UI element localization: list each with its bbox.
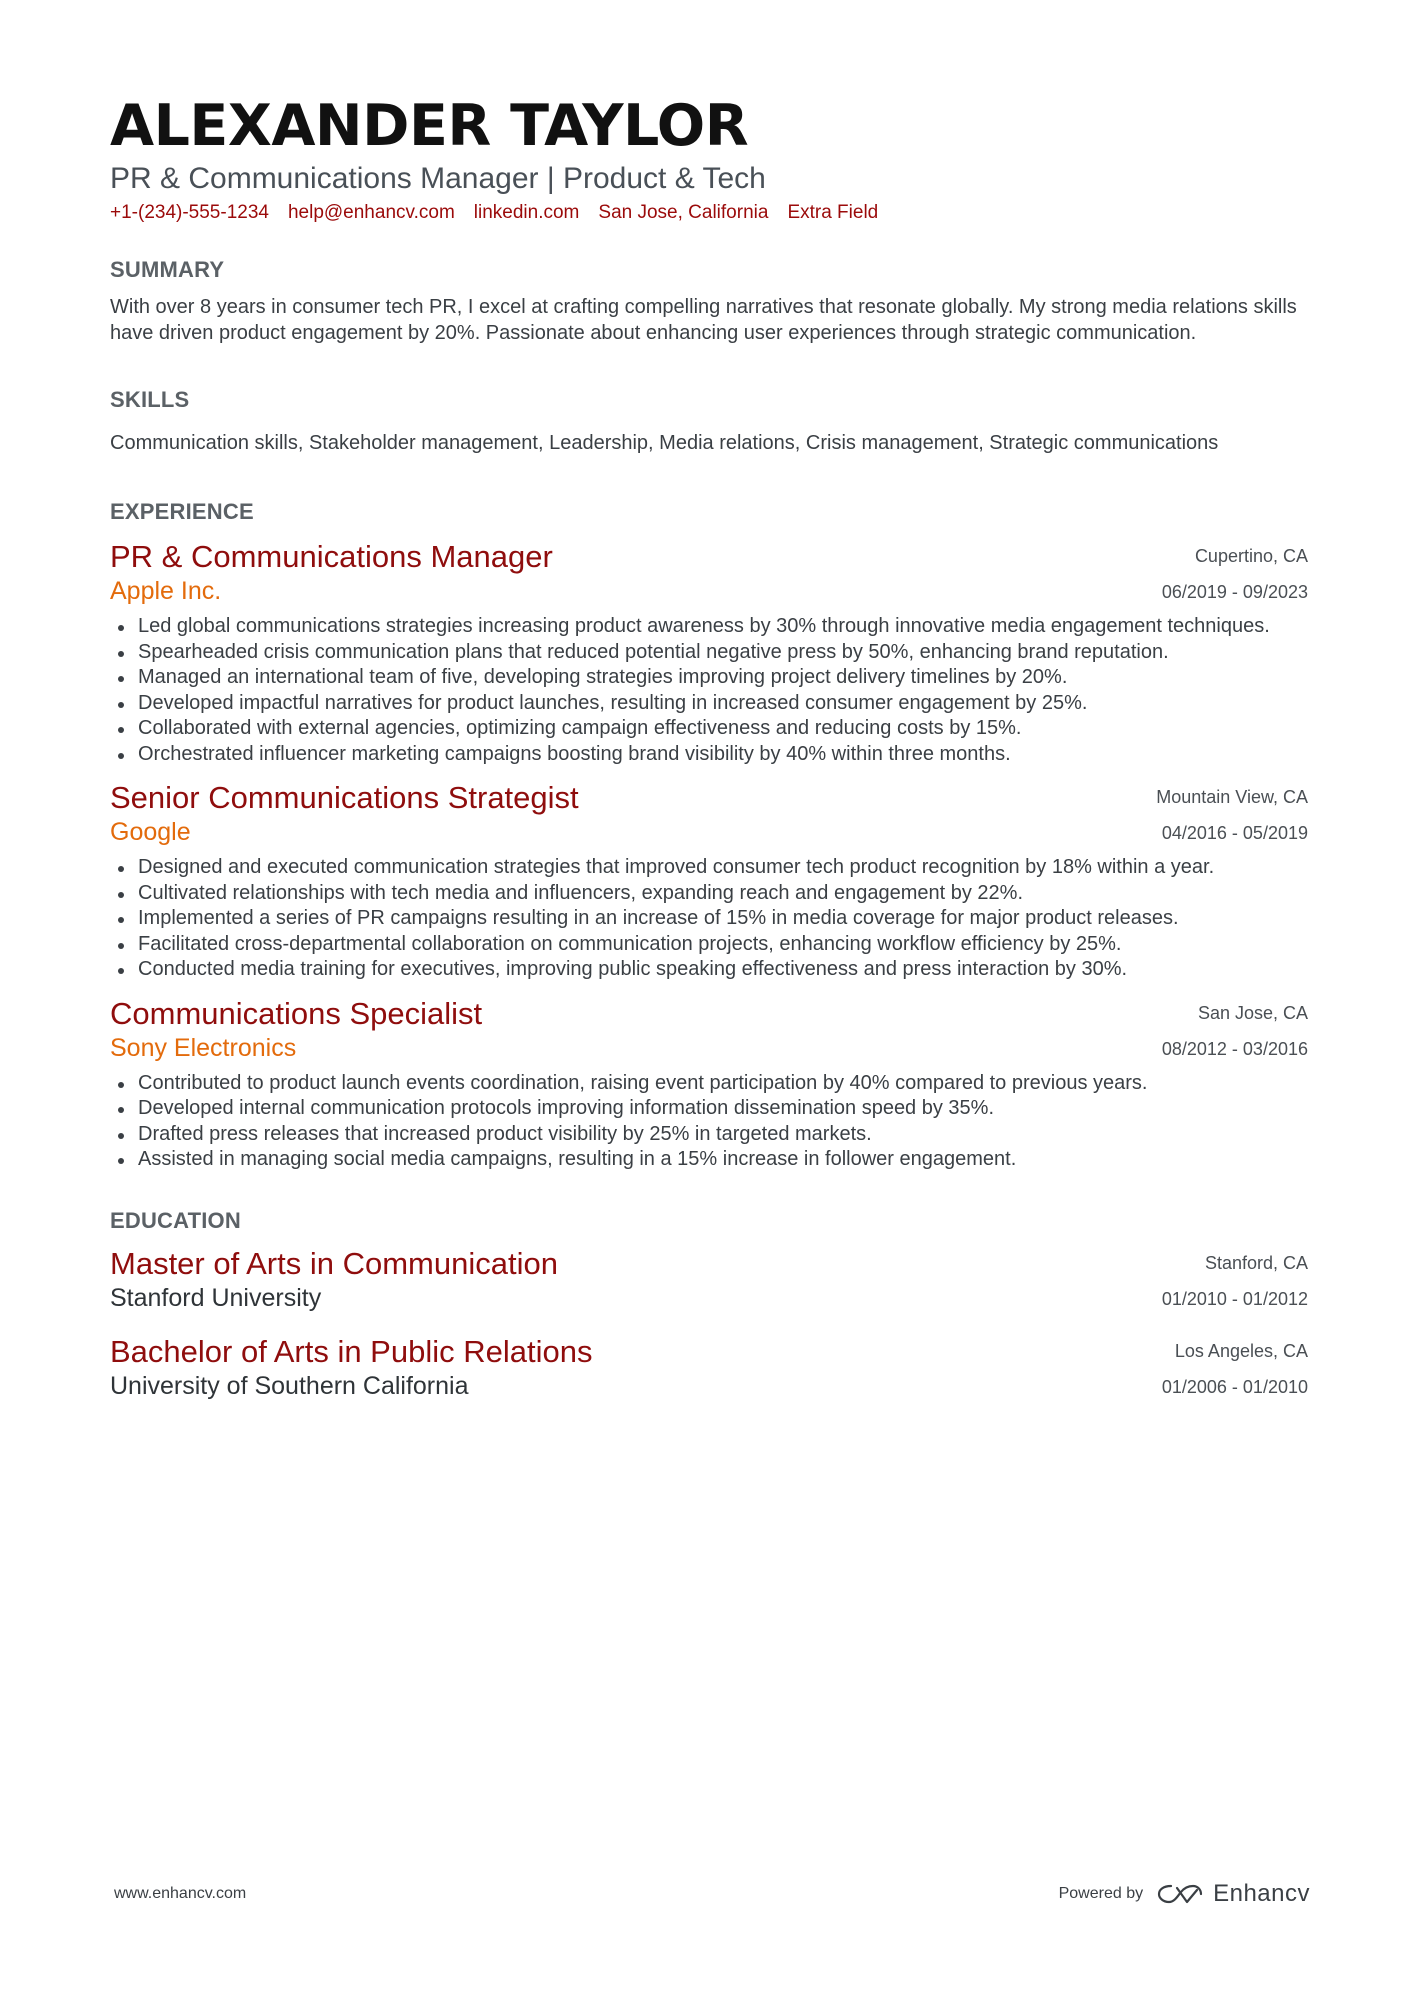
company-name: Apple Inc. (110, 577, 222, 605)
job-dates: 08/2012 - 03/2016 (1161, 1038, 1308, 1059)
bullet-item: Contributed to product launch events coordination, raising event participation by 40% compared to previous years. (110, 1071, 1308, 1097)
job-title: Communications Specialist (110, 995, 483, 1031)
job-dates: 04/2016 - 05/2019 (1161, 823, 1308, 843)
resume-header (110, 92, 1308, 226)
bullet-item: Developed impactful narratives for product launches, resulting in increased consumer engagement by 25%. (110, 691, 1308, 717)
skills-text: Communication skills, Stakeholder management, Leadership, Media relations, Crisis management, Strategic communications (110, 432, 1219, 454)
bullet-item: Drafted press releases that increased product visibility by 25% in targeted markets. (110, 1122, 1308, 1148)
education-section (110, 1207, 1308, 1405)
powered-by-label: Powered by (1058, 1885, 1144, 1902)
education-location: Los Angeles, CA (1174, 1340, 1308, 1361)
enhancv-logo-icon (1157, 1882, 1203, 1906)
job-bullets (110, 855, 1308, 983)
education-dates: 01/2006 - 01/2010 (1161, 1376, 1308, 1397)
company-name: Sony Electronics (110, 1033, 297, 1062)
page-footer (114, 1880, 1310, 1908)
degree-title: Master of Arts in Communication (110, 1245, 558, 1281)
section-title-skills: SKILLS (110, 387, 190, 412)
bullet-item: Collaborated with external agencies, optimizing campaign effectiveness and reducing costs by 15%. (110, 716, 1308, 742)
education-dates: 01/2010 - 01/2012 (1161, 1288, 1308, 1309)
bullet-item: Conducted media training for executives, improving public speaking effectiveness and press interaction by 30%. (110, 957, 1308, 983)
bullet-item: Developed internal communication protocols improving information dissemination speed by 35%. (110, 1096, 1308, 1122)
contact-phone[interactable]: +1-(234)-555-1234 (110, 202, 269, 223)
job-dates: 06/2019 - 09/2023 (1161, 582, 1308, 602)
bullet-item: Managed an international team of five, developing strategies improving project delivery timelines by 20%. (110, 665, 1308, 691)
section-title-experience: EXPERIENCE (110, 499, 254, 524)
job-bullets (110, 614, 1308, 767)
contact-location: San Jose, California (598, 202, 769, 223)
experience-entry (110, 538, 1308, 767)
section-title-education: EDUCATION (110, 1207, 241, 1233)
summary-section (110, 256, 1308, 346)
experience-section (110, 498, 1308, 1173)
job-title: PR & Communications Manager (110, 539, 553, 574)
enhancv-brand[interactable] (1157, 1880, 1310, 1908)
contact-extra-field: Extra Field (787, 202, 879, 223)
bullet-item: Orchestrated influencer marketing campaigns boosting brand visibility by 40% within three months. (110, 742, 1308, 768)
contact-linkedin[interactable]: linkedin.com (473, 202, 580, 223)
summary-text: With over 8 years in consumer tech PR, I excel at crafting compelling narratives that resonate globally. My strong media relations skills have driven product engagement by 20%. Passionate about enhancing user experiences through strategic communication. (110, 296, 1297, 344)
bullet-item: Designed and executed communication strategies that improved consumer tech product recognition by 18% within a year. (110, 855, 1308, 881)
footer-website-link[interactable]: www.enhancv.com (114, 1885, 247, 1902)
contact-email[interactable]: help@enhancv.com (287, 202, 455, 223)
school-name: Stanford University (110, 1283, 322, 1312)
bullet-item: Facilitated cross-departmental collaboration on communication projects, enhancing workflow efficiency by 25%. (110, 932, 1308, 958)
bullet-item: Cultivated relationships with tech media and influencers, expanding reach and engagement by 22%. (110, 881, 1308, 907)
brand-name: Enhancv (1213, 1880, 1310, 1907)
bullet-item: Spearheaded crisis communication plans that reduced potential negative press by 50%, enhancing brand reputation. (110, 640, 1308, 666)
contact-row (110, 200, 1308, 226)
bullet-item: Implemented a series of PR campaigns resulting in an increase of 15% in media coverage for major product releases. (110, 906, 1308, 932)
candidate-headline: PR & Communications Manager | Product & Tech (110, 162, 766, 195)
education-entry (110, 1245, 1308, 1317)
job-location: Cupertino, CA (1194, 546, 1308, 566)
job-bullets (110, 1071, 1308, 1173)
candidate-name: ALEXANDER TAYLOR (110, 93, 749, 159)
bullet-item: Assisted in managing social media campaigns, resulting in a 15% increase in follower engagement. (110, 1147, 1308, 1173)
section-title-summary: SUMMARY (110, 257, 225, 282)
resume-page (110, 92, 1308, 1405)
education-entry (110, 1333, 1308, 1405)
job-location: San Jose, CA (1197, 1002, 1308, 1023)
job-location: Mountain View, CA (1156, 787, 1308, 807)
company-name: Google (110, 818, 191, 846)
skills-section (110, 386, 1308, 456)
powered-by (1059, 1880, 1310, 1908)
experience-entry (110, 995, 1308, 1173)
bullet-item: Led global communications strategies increasing product awareness by 30% through innovative media engagement techniques. (110, 614, 1308, 640)
education-location: Stanford, CA (1204, 1252, 1308, 1273)
experience-entry (110, 779, 1308, 983)
school-name: University of Southern California (110, 1371, 469, 1400)
degree-title: Bachelor of Arts in Public Relations (110, 1333, 593, 1369)
job-title: Senior Communications Strategist (110, 780, 579, 815)
